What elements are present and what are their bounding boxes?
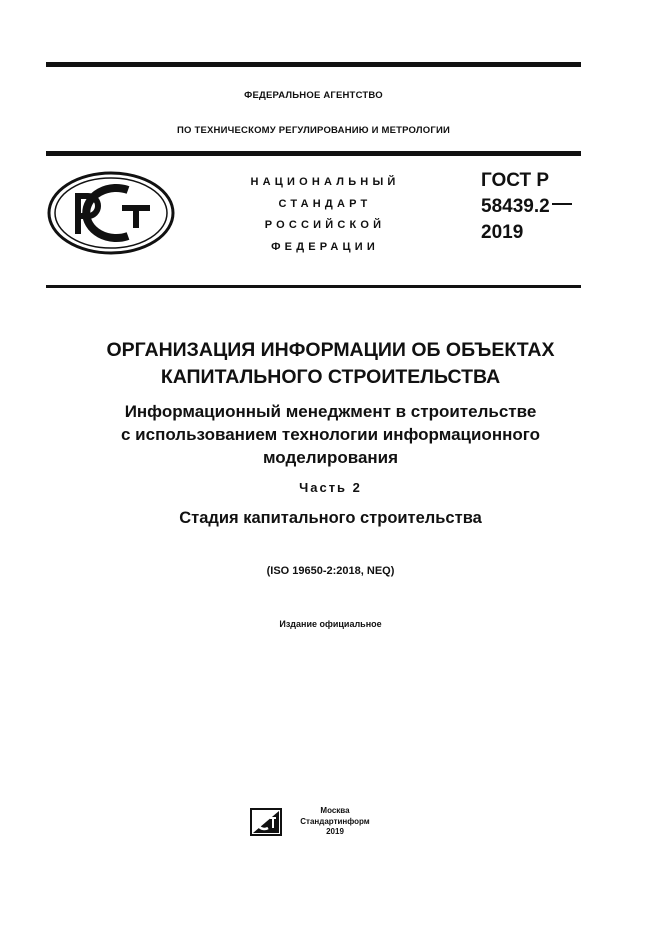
main-title-line: ОРГАНИЗАЦИЯ ИНФОРМАЦИИ ОБ ОБЪЕКТАХ xyxy=(106,339,555,361)
part-label: Часть 2 xyxy=(299,480,362,495)
gost-dash xyxy=(552,203,572,205)
national-line: НАЦИОНАЛЬНЫЙ xyxy=(250,176,400,188)
gost-prefix: ГОСТ Р xyxy=(481,170,550,191)
main-title xyxy=(40,337,621,391)
gost-number: 58439.2 xyxy=(481,196,550,217)
gost-number-row xyxy=(481,194,581,220)
national-standard-label xyxy=(230,172,420,258)
national-line: ФЕДЕРАЦИИ xyxy=(271,240,379,253)
edition-label: Издание официальное xyxy=(279,619,382,629)
subtitle-line: с использованием технологии информационного xyxy=(121,425,540,444)
agency-line-1: ФЕДЕРАЛЬНОЕ АГЕНТСТВО xyxy=(244,90,383,101)
top-rule xyxy=(46,62,581,67)
publisher-year: 2019 xyxy=(326,827,344,836)
standartinform-logo-icon xyxy=(250,808,282,836)
agency-line-2: ПО ТЕХНИЧЕСКОМУ РЕГУЛИРОВАНИЮ И МЕТРОЛОГИИ xyxy=(177,125,450,136)
rst-gost-emblem-icon xyxy=(46,170,176,256)
iso-reference: (ISO 19650-2:2018, NEQ) xyxy=(266,565,395,577)
subtitle-line: Информационный менеджмент в строительстве xyxy=(124,402,537,421)
publisher-info xyxy=(290,806,380,838)
subtitle-line: моделирования xyxy=(262,448,399,467)
gost-designation xyxy=(481,168,581,246)
subtitle xyxy=(40,400,621,469)
national-line: СТАНДАРТ xyxy=(278,197,372,210)
publisher-city: Москва xyxy=(320,806,350,815)
publisher-name: Стандартинформ xyxy=(300,816,370,826)
block-rule xyxy=(46,285,581,288)
main-title-line: КАПИТАЛЬНОГО СТРОИТЕЛЬСТВА xyxy=(160,366,501,388)
gost-year: 2019 xyxy=(481,222,524,243)
stage-title: Стадия капитального строительства xyxy=(179,509,482,527)
header-rule xyxy=(46,151,581,156)
national-line: РОССИЙСКОЙ xyxy=(264,219,386,231)
